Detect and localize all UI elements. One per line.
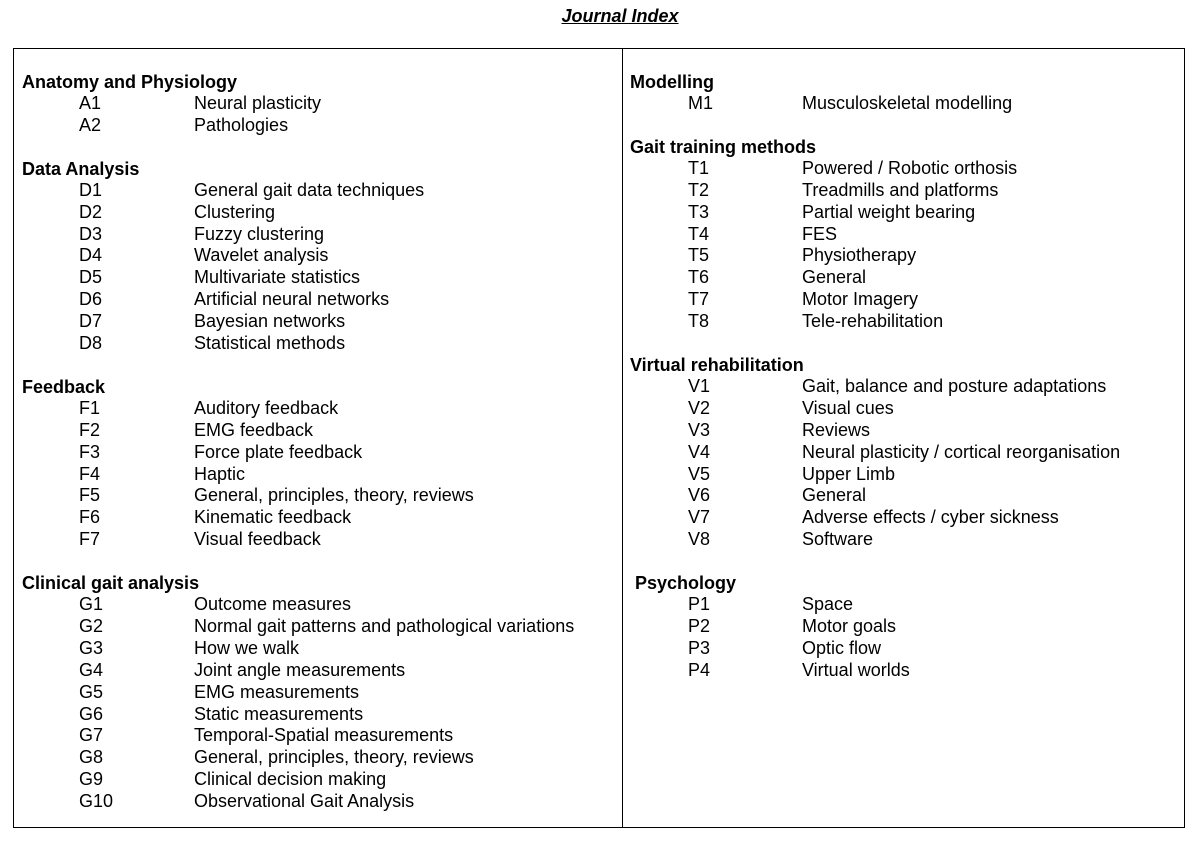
entry-topic: Bayesian networks [194, 311, 346, 332]
index-section [630, 71, 1180, 115]
entry-code: D2 [79, 201, 103, 222]
index-entry [22, 747, 617, 769]
entry-code: T7 [688, 289, 710, 310]
entry-code: G9 [79, 769, 104, 790]
index-entry [630, 289, 1180, 311]
entry-code: V5 [688, 463, 711, 484]
index-entry [630, 180, 1180, 202]
index-entry [22, 507, 617, 529]
section-heading: Gait training methods [630, 136, 817, 157]
index-entry [22, 420, 617, 442]
entry-topic: Fuzzy clustering [194, 223, 325, 244]
entry-topic: Normal gait patterns and pathological variations [194, 616, 575, 637]
entry-code: T4 [688, 223, 710, 244]
entry-code: T2 [688, 179, 710, 200]
index-entry [22, 769, 617, 791]
index-entry [22, 725, 617, 747]
entry-topic: Reviews [802, 419, 871, 440]
index-entry [22, 267, 617, 289]
entry-code: D7 [79, 311, 103, 332]
entry-code: V4 [688, 441, 711, 462]
section-heading: Psychology [635, 573, 737, 594]
index-entry [22, 791, 617, 813]
entry-topic: Haptic [194, 463, 246, 484]
entry-topic: FES [802, 223, 838, 244]
entry-code: T3 [688, 201, 710, 222]
entry-topic: EMG feedback [194, 419, 314, 440]
index-entry [630, 638, 1180, 660]
index-entry [630, 267, 1180, 289]
index-entry [22, 485, 617, 507]
entry-code: T8 [688, 311, 710, 332]
index-entry [630, 464, 1180, 486]
entry-topic: Visual cues [802, 397, 894, 418]
left-column [22, 71, 617, 834]
index-section [22, 376, 617, 551]
entry-code: D8 [79, 333, 103, 354]
entry-code: G6 [79, 703, 104, 724]
entry-topic: Physiotherapy [802, 245, 917, 266]
entry-topic: Treadmills and platforms [802, 179, 999, 200]
index-entry [22, 289, 617, 311]
index-entry [630, 311, 1180, 333]
index-entry [22, 529, 617, 551]
entry-topic: General gait data techniques [194, 179, 425, 200]
entry-topic: Musculoskeletal modelling [802, 93, 1013, 113]
entry-code: V8 [688, 529, 711, 550]
entry-topic: Static measurements [194, 703, 364, 724]
entry-code: P3 [688, 637, 711, 658]
entry-code: D4 [79, 245, 103, 266]
entry-topic: General [802, 267, 867, 288]
entry-code: D6 [79, 289, 103, 310]
index-entry [630, 93, 1180, 115]
entry-code: V6 [688, 485, 711, 506]
section-heading: Data Analysis [22, 158, 140, 179]
index-entry [630, 245, 1180, 267]
entry-topic: Auditory feedback [194, 397, 339, 418]
index-entry [22, 224, 617, 246]
column-divider [622, 49, 623, 827]
entry-code: P1 [688, 594, 711, 615]
entry-code: G10 [79, 791, 114, 812]
index-entry [22, 202, 617, 224]
entry-topic: Wavelet analysis [194, 245, 329, 266]
entry-topic: Pathologies [194, 114, 289, 135]
entry-topic: Outcome measures [194, 594, 352, 615]
section-heading: Modelling [630, 72, 714, 92]
index-entry [630, 507, 1180, 529]
entry-code: F5 [79, 485, 101, 506]
entry-code: F4 [79, 463, 101, 484]
entry-code: G3 [79, 637, 104, 658]
index-entry [22, 594, 617, 616]
entry-code: F1 [79, 397, 101, 418]
index-section [630, 572, 1180, 682]
entry-code: F7 [79, 529, 101, 550]
index-entry [630, 158, 1180, 180]
index-entry [22, 704, 617, 726]
entry-code: G7 [79, 725, 104, 746]
entry-topic: Motor goals [802, 616, 897, 637]
entry-topic: General, principles, theory, reviews [194, 485, 474, 506]
entry-topic: Adverse effects / cyber sickness [802, 507, 1059, 528]
entry-topic: Gait, balance and posture adaptations [802, 376, 1107, 397]
index-entry [22, 115, 617, 137]
entry-code: G1 [79, 594, 104, 615]
index-entry [630, 616, 1180, 638]
entry-code: G8 [79, 747, 104, 768]
entry-code: M1 [688, 93, 714, 113]
entry-topic: Optic flow [802, 637, 882, 658]
index-entry [22, 333, 617, 355]
index-section [22, 71, 617, 137]
entry-topic: Joint angle measurements [194, 659, 406, 680]
index-entry [22, 464, 617, 486]
index-entry [22, 616, 617, 638]
entry-topic: Artificial neural networks [194, 289, 390, 310]
section-heading: Virtual rehabilitation [630, 355, 804, 376]
entry-topic: General, principles, theory, reviews [194, 747, 474, 768]
entry-topic: General [802, 485, 867, 506]
entry-code: G4 [79, 659, 104, 680]
section-heading: Clinical gait analysis [22, 573, 200, 594]
entry-topic: Space [802, 594, 854, 615]
index-entry [22, 311, 617, 333]
entry-code: A1 [79, 93, 102, 113]
entry-code: F6 [79, 507, 101, 528]
index-entry [630, 529, 1180, 551]
entry-topic: Motor Imagery [802, 289, 919, 310]
index-entry [22, 638, 617, 660]
right-column [630, 71, 1180, 703]
entry-topic: Observational Gait Analysis [194, 791, 415, 812]
index-entry [630, 224, 1180, 246]
entry-topic: Software [802, 529, 874, 550]
entry-topic: Powered / Robotic orthosis [802, 157, 1018, 178]
index-entry [630, 398, 1180, 420]
entry-code: V3 [688, 419, 711, 440]
index-section [22, 572, 617, 813]
entry-topic: Statistical methods [194, 333, 346, 354]
entry-code: D5 [79, 267, 103, 288]
index-section [22, 158, 617, 355]
journal-index-table [13, 48, 1185, 828]
index-entry [22, 660, 617, 682]
section-heading: Anatomy and Physiology [22, 72, 238, 92]
entry-code: P4 [688, 659, 711, 680]
entry-code: G5 [79, 681, 104, 702]
entry-topic: Neural plasticity / cortical reorganisation [802, 441, 1121, 462]
index-entry [630, 442, 1180, 464]
index-entry [630, 202, 1180, 224]
entry-topic: Clustering [194, 201, 276, 222]
entry-code: F3 [79, 441, 101, 462]
entry-code: D1 [79, 179, 103, 200]
index-entry [22, 442, 617, 464]
index-entry [630, 660, 1180, 682]
index-entry [22, 245, 617, 267]
entry-code: A2 [79, 114, 102, 135]
index-entry [22, 398, 617, 420]
entry-topic: EMG measurements [194, 681, 360, 702]
section-heading: Feedback [22, 376, 106, 397]
entry-topic: Temporal-Spatial measurements [194, 725, 454, 746]
index-entry [22, 682, 617, 704]
entry-code: G2 [79, 616, 104, 637]
entry-topic: Upper Limb [802, 463, 896, 484]
entry-topic: Tele-rehabilitation [802, 311, 944, 332]
entry-topic: Virtual worlds [802, 659, 910, 680]
entry-topic: Neural plasticity [194, 93, 322, 113]
index-section [630, 136, 1180, 333]
index-section [630, 354, 1180, 551]
index-entry [22, 180, 617, 202]
index-entry [630, 594, 1180, 616]
index-entry [630, 376, 1180, 398]
entry-code: P2 [688, 616, 711, 637]
index-entry [22, 93, 617, 115]
entry-code: T6 [688, 267, 710, 288]
entry-code: D3 [79, 223, 103, 244]
entry-topic: Force plate feedback [194, 441, 363, 462]
index-entry [630, 485, 1180, 507]
entry-topic: Partial weight bearing [802, 201, 976, 222]
entry-code: T1 [688, 157, 710, 178]
entry-code: T5 [688, 245, 710, 266]
page-title: Journal Index [561, 6, 679, 26]
entry-code: V1 [688, 376, 711, 397]
entry-code: V7 [688, 507, 711, 528]
index-entry [630, 420, 1180, 442]
entry-topic: Multivariate statistics [194, 267, 361, 288]
entry-topic: Visual feedback [194, 529, 321, 550]
entry-topic: How we walk [194, 637, 300, 658]
entry-code: F2 [79, 419, 101, 440]
entry-code: V2 [688, 397, 711, 418]
entry-topic: Clinical decision making [194, 769, 387, 790]
entry-topic: Kinematic feedback [194, 507, 352, 528]
